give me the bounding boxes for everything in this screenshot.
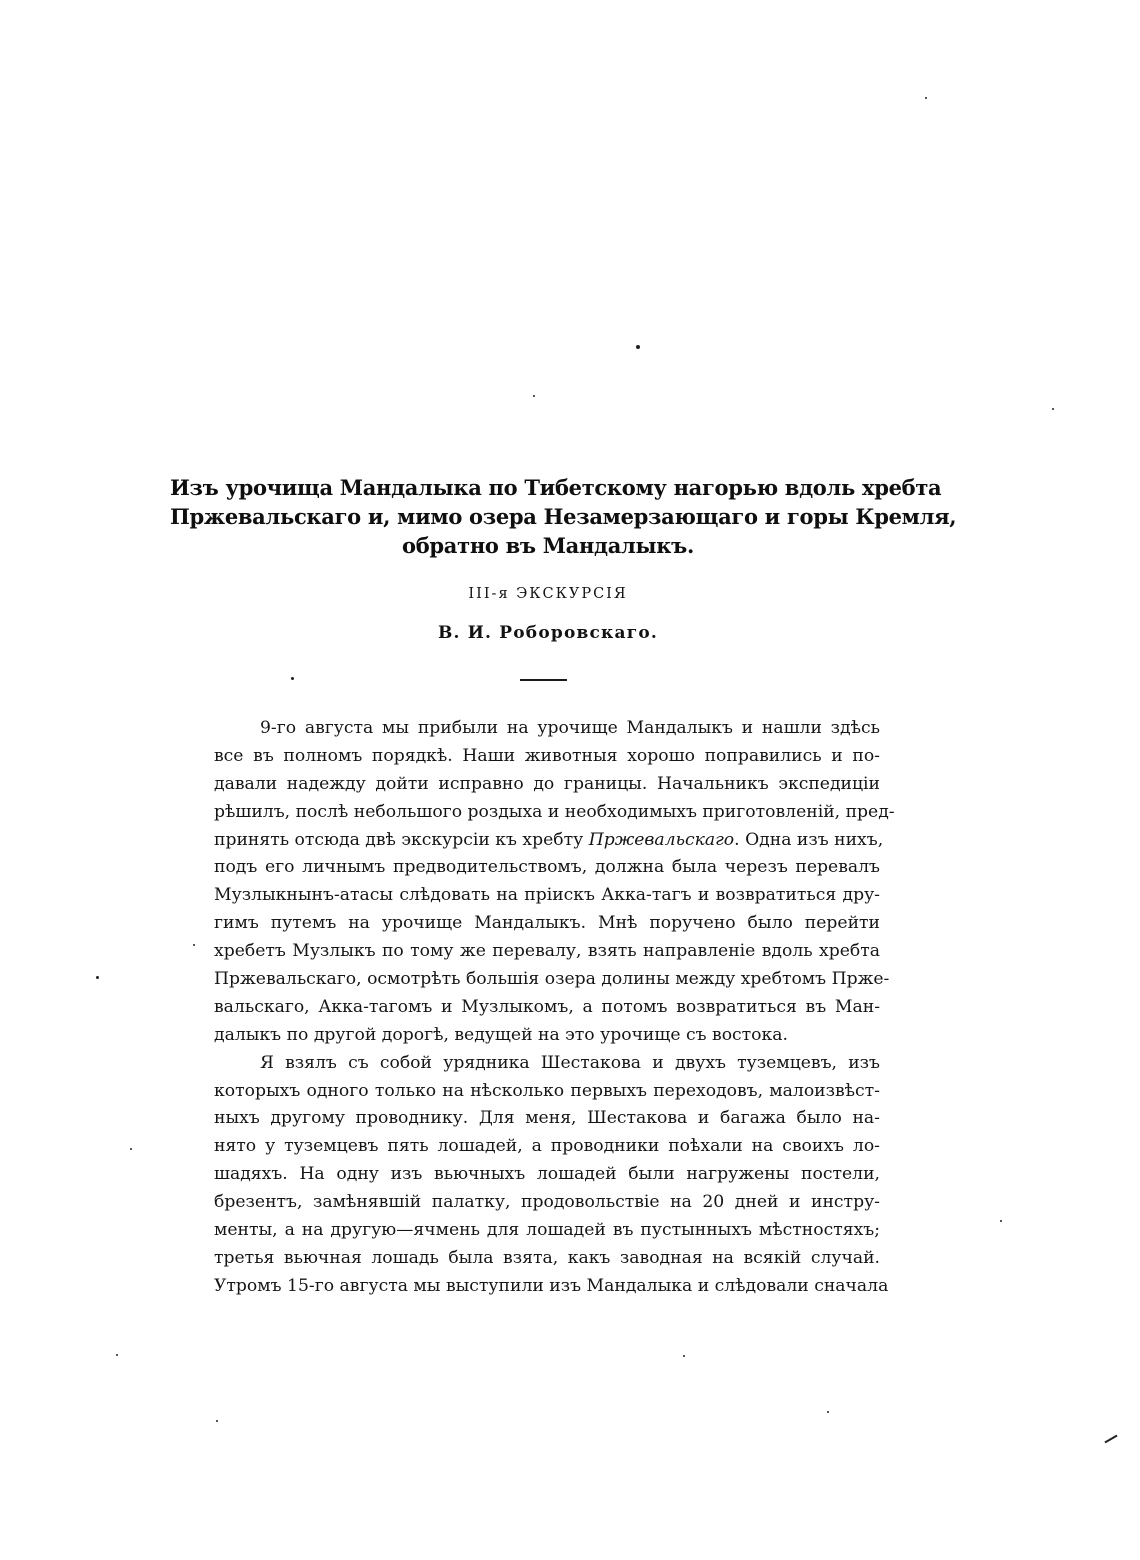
text-line: брезентъ, замѣнявшій палатку, продовольствіе на 20 дней и инстру- <box>214 1192 880 1213</box>
scan-speck <box>130 1148 132 1150</box>
scan-speck <box>636 345 640 349</box>
text-line: давали надежду дойти исправно до границы. Начальникъ экспедиціи <box>214 773 880 794</box>
text-line: подъ его личнымъ предводительствомъ, должна была черезъ перевалъ <box>214 857 880 878</box>
text-segment: . Одна изъ нихъ, <box>734 829 884 850</box>
scan-speck <box>1052 408 1054 410</box>
text-line: нято у туземцевъ пять лошадей, а проводники поѣхали на своихъ ло- <box>214 1136 880 1157</box>
scan-speck <box>116 1354 118 1356</box>
text-line: менты, а на другую—ячмень для лошадей въ пустынныхъ мѣстностяхъ; <box>214 1220 880 1241</box>
author-name: В. И. Роборовскаго. <box>437 623 659 643</box>
section-rule <box>520 679 567 681</box>
title-line: обратно въ Мандалыкъ. <box>402 533 694 558</box>
text-line: Я взялъ съ собой урядника Шестакова и двухъ туземцевъ, изъ <box>260 1052 880 1073</box>
scan-speck <box>533 395 535 397</box>
text-line: хребетъ Музлыкъ по тому же перевалу, взять направленіе вдоль хребта <box>214 941 880 962</box>
text-line: далыкъ по другой дорогѣ, ведущей на это урочище съ востока. <box>214 1024 788 1045</box>
text-line: третья вьючная лошадь была взята, какъ заводная на всякій случай. <box>214 1247 880 1268</box>
scan-speck <box>216 1420 218 1422</box>
italic-name: Пржевальскаго <box>588 829 735 850</box>
text-line: все въ полномъ порядкѣ. Наши животныя хорошо поправились и по- <box>214 745 880 766</box>
scan-speck <box>291 677 294 680</box>
text-line: шадяхъ. На одну изъ вьючныхъ лошадей были нагружены постели, <box>214 1164 880 1185</box>
text-line: гимъ путемъ на урочище Мандалыкъ. Мнѣ поручено было перейти <box>214 913 880 934</box>
text-line: Музлыкнынъ-атасы слѣдовать на пріискъ Акка-тагъ и возвратиться дру- <box>214 885 880 906</box>
text-line: Утромъ 15-го августа мы выступили изъ Мандалыка и слѣдовали сначала <box>214 1275 889 1296</box>
scan-speck <box>96 976 99 979</box>
text-line <box>214 827 884 855</box>
text-line: которыхъ одного только на нѣсколько первыхъ переходовъ, малоизвѣст- <box>214 1080 880 1101</box>
text-line: 9-го августа мы прибыли на урочище Мандалыкъ и нашли здѣсь <box>260 718 880 738</box>
scan-speck <box>1104 1435 1117 1444</box>
text-line: вальскаго, Акка-тагомъ и Музлыкомъ, а потомъ возвратиться въ Ман- <box>214 996 880 1017</box>
text-line: Пржевальскаго, осмотрѣть большія озера долины между хребтомъ Прже- <box>214 969 890 990</box>
title-line: Пржевальскаго и, мимо озера Незамерзающаго и горы Кремля, <box>170 504 957 529</box>
title-line: Изъ урочища Мандалыка по Тибетскому нагорью вдоль хребта <box>170 475 942 500</box>
scan-speck <box>193 944 195 946</box>
scan-speck <box>925 97 927 99</box>
scan-speck <box>1000 1220 1002 1222</box>
body-text <box>214 715 895 1301</box>
text-line: ныхъ другому проводнику. Для меня, Шестакова и багажа было на- <box>214 1108 880 1129</box>
article-title <box>170 473 957 560</box>
text-line: рѣшилъ, послѣ небольшого роздыха и необходимыхъ приготовленій, пред- <box>214 801 895 822</box>
text-segment: принять отсюда двѣ экскурсіи къ хребту <box>214 829 584 850</box>
scan-speck <box>827 1411 829 1413</box>
excursion-label: III-я ЭКСКУРСІЯ <box>468 586 628 602</box>
scan-speck <box>683 1355 685 1357</box>
